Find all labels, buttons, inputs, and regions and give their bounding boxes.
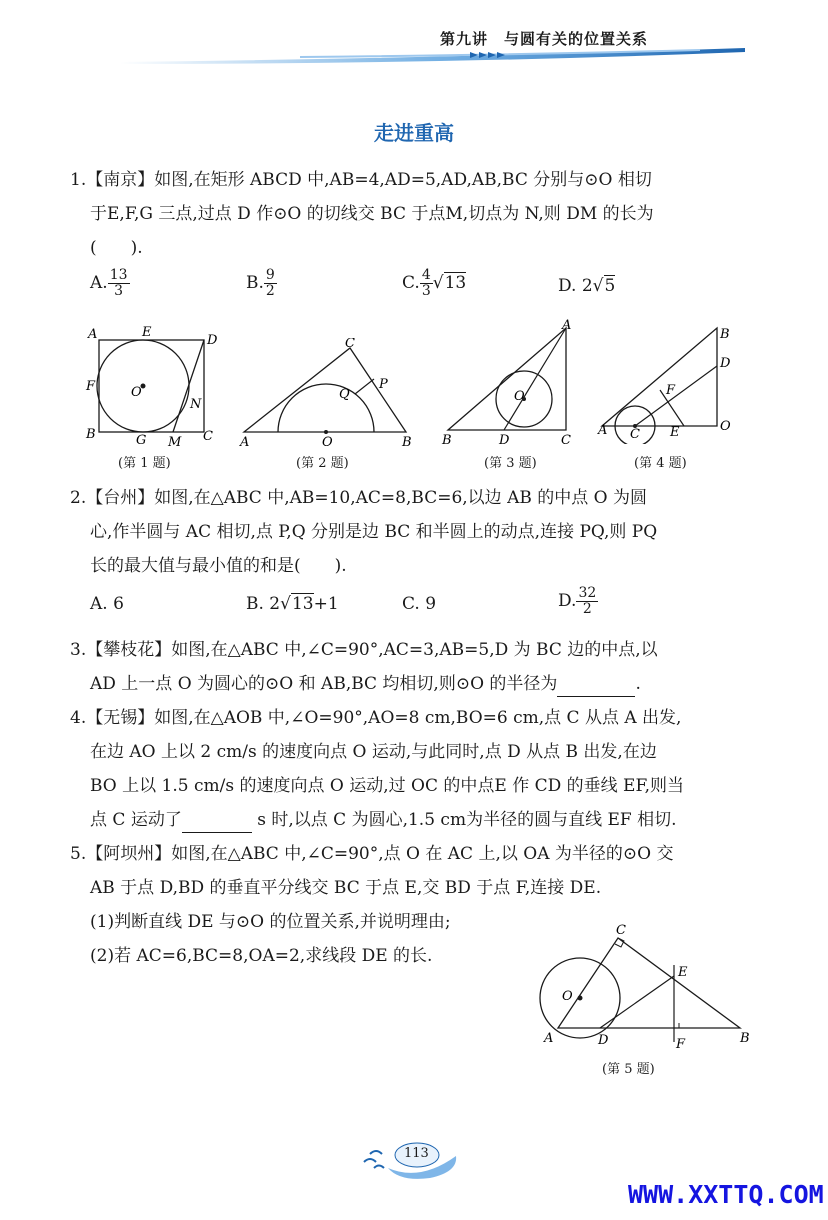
page-number-badge xyxy=(360,1138,464,1186)
svg-text:O: O xyxy=(514,389,525,404)
q1-line-3: ( ). xyxy=(90,238,143,258)
q1-option-c: C. $\frac{4}{3}$ √13 xyxy=(402,267,467,299)
q5-subquestion-2: (2)若 AC=6,BC=8,OA=2,求线段 DE 的长. xyxy=(90,946,433,966)
svg-text:F: F xyxy=(666,383,676,398)
figure-2-caption: (第 2 题) xyxy=(296,456,349,471)
q1-line-2: 于E,F,G 三点,过点 D 作⊙O 的切线交 BC 于点M,切点为 N,则 DM 的长为 xyxy=(90,204,654,224)
q4-line-2: 在边 AO 上以 2 cm/s 的速度向点 O 运动,与此同时,点 D 从点 B 出发,在边 xyxy=(90,742,657,762)
svg-text:D: D xyxy=(499,433,510,448)
svg-text:F: F xyxy=(676,1037,686,1052)
q3-line-2: AD 上一点 O 为圆心的⊙O 和 AB,BC 均相切,则⊙O 的半径为 . xyxy=(90,672,641,697)
svg-text:M: M xyxy=(168,435,182,448)
watermark: WWW.XXTTQ.COM xyxy=(628,1180,824,1209)
svg-text:A: A xyxy=(88,327,98,342)
page-number: 113 xyxy=(404,1146,429,1161)
svg-text:C: C xyxy=(561,433,571,448)
svg-text:A: A xyxy=(562,318,572,333)
header-decoration xyxy=(0,0,828,70)
svg-text:Q: Q xyxy=(339,387,350,402)
q2-option-d: D. $\frac{32}{2}$ xyxy=(558,585,597,617)
svg-text:G: G xyxy=(136,433,147,448)
figure-4-caption: (第 4 题) xyxy=(634,456,687,471)
svg-text:A: A xyxy=(598,423,608,438)
q2-line-1: 2.【台州】如图,在△ABC 中,AB=10,AC=8,BC=6,以边 AB 的中点 O 为圆 xyxy=(70,488,647,508)
svg-text:D: D xyxy=(720,356,731,371)
svg-text:A: A xyxy=(240,435,250,450)
svg-text:O: O xyxy=(131,385,142,400)
svg-text:B: B xyxy=(740,1031,750,1046)
svg-text:C: C xyxy=(203,429,213,444)
figure-3-caption: (第 3 题) xyxy=(484,456,537,471)
chapter-title: 第九讲 与圆有关的位置关系 xyxy=(440,30,649,48)
svg-text:E: E xyxy=(670,425,680,440)
q2-option-b: B. 2√13+1 xyxy=(246,594,339,614)
svg-text:E: E xyxy=(678,965,688,980)
svg-text:B: B xyxy=(86,427,96,442)
svg-text:O: O xyxy=(322,435,333,450)
q4-line-1: 4.【无锡】如图,在△AOB 中,∠O=90°,AO=8 cm,BO=6 cm,点 C 从点 A 出发, xyxy=(70,708,682,728)
figure-2 xyxy=(236,338,416,450)
figure-5-caption: (第 5 题) xyxy=(602,1062,655,1077)
svg-text:P: P xyxy=(379,377,388,392)
svg-text:B: B xyxy=(442,433,452,448)
figure-1-caption: (第 1 题) xyxy=(118,456,171,471)
page-header xyxy=(0,0,828,70)
q5-line-1: 5.【阿坝州】如图,在△ABC 中,∠C=90°,点 O 在 AC 上,以 OA 为半径的⊙O 交 xyxy=(70,844,674,864)
figure-3 xyxy=(440,318,580,448)
svg-text:C: C xyxy=(345,338,355,351)
q1-option-b: B. $\frac{9}{2}$ xyxy=(246,267,275,299)
section-title: 走进重高 xyxy=(374,121,454,145)
svg-text:C: C xyxy=(630,427,640,442)
figure-5 xyxy=(534,920,764,1054)
svg-text:O: O xyxy=(562,989,573,1004)
q4-line-4: 点 C 运动了 s 时,以点 C 为圆心,1.5 cm为半径的圆与直线 EF 相切. xyxy=(90,808,676,833)
q5-line-2: AB 于点 D,BD 的垂直平分线交 BC 于点 E,交 BD 于点 F,连接 DE. xyxy=(90,878,602,898)
figure-1 xyxy=(84,322,222,448)
svg-text:A: A xyxy=(544,1031,554,1046)
svg-text:N: N xyxy=(190,397,202,412)
q1-line-1: 1.【南京】如图,在矩形 ABCD 中,AB=4,AD=5,AD,AB,BC 分别与⊙O 相切 xyxy=(70,170,652,190)
q2-option-a: A. 6 xyxy=(90,594,124,614)
q1-option-a: A. $\frac{13}{3}$ xyxy=(90,267,128,299)
q4-line-3: BO 上以 1.5 cm/s 的速度向点 O 运动,过 OC 的中点E 作 CD 的垂线 EF,则当 xyxy=(90,776,685,796)
svg-text:C: C xyxy=(616,923,626,938)
figure-4 xyxy=(594,320,736,444)
svg-text:D: D xyxy=(207,333,218,348)
svg-text:F: F xyxy=(86,379,96,394)
q5-subquestion-1: (1)判断直线 DE 与⊙O 的位置关系,并说明理由; xyxy=(90,912,451,932)
svg-text:B: B xyxy=(402,435,412,450)
svg-text:D: D xyxy=(598,1033,609,1048)
svg-text:B: B xyxy=(720,327,730,342)
q3-line-1: 3.【攀枝花】如图,在△ABC 中,∠C=90°,AC=3,AB=5,D 为 BC 边的中点,以 xyxy=(70,640,658,660)
q2-option-c: C. 9 xyxy=(402,594,437,614)
svg-text:O: O xyxy=(720,419,731,434)
q1-option-d: D. 2√5 xyxy=(558,276,616,296)
q2-line-3: 长的最大值与最小值的和是( ). xyxy=(90,556,347,576)
svg-text:E: E xyxy=(142,325,152,340)
q2-line-2: 心,作半圆与 AC 相切,点 P,Q 分别是边 BC 和半圆上的动点,连接 PQ,则 PQ xyxy=(90,522,658,542)
